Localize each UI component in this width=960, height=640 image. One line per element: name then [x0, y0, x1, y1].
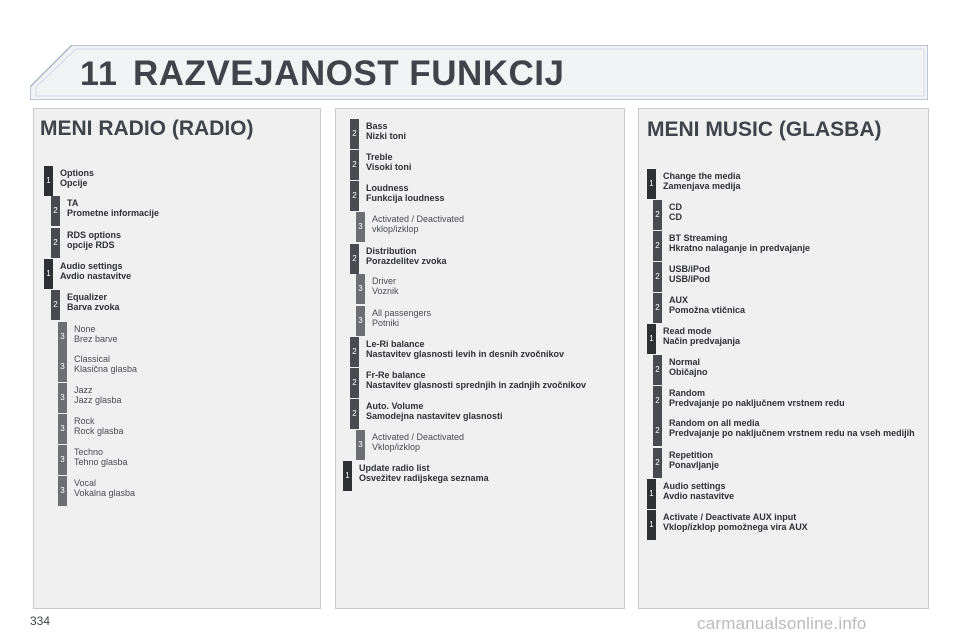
level-marker: 2: [653, 448, 662, 478]
menu-item-translation: Vokalna glasba: [74, 488, 136, 498]
menu-item-translation: Nizki toni: [366, 131, 406, 141]
menu-item-translation: Opcije: [60, 178, 88, 188]
menu-item-translation: Predvajanje po naključnem vrstnem redu: [669, 398, 845, 408]
menu-item-translation: USB/iPod: [669, 274, 711, 284]
menu-item-text: [74, 385, 122, 405]
menu-item-translation: Prometne informacije: [67, 208, 160, 218]
menu-item-translation: Način predvajanja: [663, 336, 741, 346]
menu-item-translation: Voznik: [372, 286, 399, 296]
menu-item-text: [60, 261, 131, 281]
menu-item-text: [663, 512, 808, 532]
level-marker: 2: [653, 355, 662, 385]
panel-radio: [33, 108, 321, 609]
menu-item-text: [663, 481, 734, 501]
level-marker: 2: [653, 231, 662, 261]
menu-item-label: Random: [669, 388, 705, 398]
menu-item-translation: Zamenjava medija: [663, 181, 741, 191]
menu-item-text: [67, 230, 121, 250]
menu-item-label: BT Streaming: [669, 233, 728, 243]
menu-item-translation: Pomožna vtičnica: [669, 305, 746, 315]
menu-item-text: [366, 246, 447, 266]
menu-item-label: Jazz: [74, 385, 93, 395]
menu-item-text: [359, 463, 489, 483]
menu-item-label: Le-Ri balance: [366, 339, 425, 349]
menu-item-translation: Jazz glasba: [74, 395, 122, 405]
menu-item-text: [372, 432, 464, 452]
menu-item-label: Read mode: [663, 326, 712, 336]
menu-item-translation: Porazdelitev zvoka: [366, 256, 447, 266]
level-marker: 3: [58, 383, 67, 413]
menu-item-label: RDS options: [67, 230, 121, 240]
level-marker: 1: [647, 479, 656, 509]
menu-item-text: [366, 152, 411, 172]
level-marker: 1: [44, 259, 53, 289]
menu-item-translation: Tehno glasba: [74, 457, 128, 467]
menu-item-text: [669, 418, 915, 438]
menu-item-label: Vocal: [74, 478, 97, 488]
menu-item-translation: Predvajanje po naključnem vrstnem redu na vseh medijih: [669, 428, 915, 438]
menu-item-text: [74, 478, 135, 498]
page-number: 334: [30, 614, 51, 628]
menu-item-text: [74, 354, 137, 374]
level-marker: 3: [58, 476, 67, 506]
menu-item-text: [669, 357, 708, 377]
menu-item-label: Activate / Deactivate AUX input: [663, 512, 797, 522]
menu-item-translation: Nastavitev glasnosti sprednjih in zadnjih zvočnikov: [366, 380, 587, 390]
level-marker: 1: [647, 324, 656, 354]
watermark: carmanualsonline.info: [697, 614, 867, 633]
menu-item-text: [366, 183, 445, 203]
menu-item-label: Change the media: [663, 171, 741, 181]
menu-item-translation: Vklop/izklop: [372, 442, 421, 452]
menu-item-label: Random on all media: [669, 418, 760, 428]
chapter-number: 11: [80, 55, 118, 93]
level-marker: 3: [356, 430, 365, 460]
menu-item-label: Treble: [366, 152, 393, 162]
menu-item-label: Audio settings: [663, 481, 726, 491]
menu-item-label: All passengers: [372, 308, 432, 318]
menu-item-label: AUX: [669, 295, 689, 305]
menu-item-translation: Avdio nastavitve: [663, 491, 735, 501]
menu-item-text: [366, 121, 406, 141]
menu-item-label: Audio settings: [60, 261, 123, 271]
menu-item-translation: Hkratno nalaganje in predvajanje: [669, 243, 811, 253]
menu-item-text: [67, 198, 159, 218]
menu-item-translation: Osvežitev radijskega seznama: [359, 473, 489, 483]
menu-item-label: None: [74, 324, 96, 334]
panel-title-radio: MENI RADIO (RADIO): [40, 117, 254, 140]
panel-middle: [335, 108, 625, 609]
level-marker: 2: [350, 181, 359, 211]
menu-item-translation: Rock glasba: [74, 426, 124, 436]
menu-item-label: Fr-Re balance: [366, 370, 426, 380]
menu-item-label: Activated / Deactivated: [372, 432, 465, 442]
level-marker: 2: [653, 416, 662, 446]
menu-item-text: [669, 202, 682, 222]
chapter-header: [30, 45, 928, 100]
level-marker: 1: [647, 510, 656, 540]
menu-item-label: Update radio list: [359, 463, 430, 473]
level-marker: 2: [350, 399, 359, 429]
menu-item-translation: Brez barve: [74, 334, 118, 344]
menu-item-translation: Avdio nastavitve: [60, 271, 132, 281]
level-marker: 2: [350, 150, 359, 180]
level-marker: 2: [653, 262, 662, 292]
menu-item-label: Loudness: [366, 183, 409, 193]
level-marker: 3: [58, 322, 67, 352]
menu-item-text: [372, 308, 431, 328]
level-marker: 2: [653, 386, 662, 416]
level-marker: 1: [44, 166, 53, 196]
menu-item-translation: Funkcija loudness: [366, 193, 445, 203]
menu-item-label: Techno: [74, 447, 104, 457]
menu-item-text: [366, 339, 564, 359]
menu-item-text: [366, 401, 503, 421]
level-marker: 3: [356, 306, 365, 336]
level-marker: 3: [356, 274, 365, 304]
menu-item-label: TA: [67, 198, 79, 208]
menu-item-translation: Nastavitev glasnosti levih in desnih zvočnikov: [366, 349, 565, 359]
menu-item-text: [67, 292, 120, 312]
menu-item-text: [74, 324, 118, 344]
menu-item-text: [669, 264, 710, 284]
menu-item-text: [372, 276, 399, 296]
menu-item-label: Rock: [74, 416, 95, 426]
menu-item-translation: Običajno: [669, 367, 708, 377]
menu-item-text: [74, 416, 124, 436]
menu-item-label: Repetition: [669, 450, 713, 460]
menu-item-text: [366, 370, 586, 390]
menu-item-text: [663, 171, 741, 191]
level-marker: 2: [653, 293, 662, 323]
menu-item-translation: Visoki toni: [366, 162, 412, 172]
chapter-title: RAZVEJANOST FUNKCIJ: [133, 54, 565, 93]
menu-item-label: Options: [60, 168, 94, 178]
level-marker: 2: [51, 290, 60, 320]
menu-item-text: [372, 214, 464, 234]
menu-item-text: [669, 450, 719, 470]
level-marker: 2: [51, 196, 60, 226]
menu-item-label: Normal: [669, 357, 701, 367]
menu-item-translation: Barva zvoka: [67, 302, 120, 312]
menu-item-label: Distribution: [366, 246, 417, 256]
menu-item-text: [663, 326, 740, 346]
menu-item-translation: Potniki: [372, 318, 400, 328]
menu-item-text: [74, 447, 128, 467]
level-marker: 2: [350, 337, 359, 367]
menu-item-text: [669, 388, 845, 408]
level-marker: 1: [647, 169, 656, 199]
panel-title-music: MENI MUSIC (GLASBA): [647, 118, 882, 141]
menu-item-label: Bass: [366, 121, 388, 131]
menu-item-translation: Vklop/izklop pomožnega vira AUX: [663, 522, 808, 532]
menu-item-text: [669, 295, 745, 315]
level-marker: 2: [350, 368, 359, 398]
menu-item-translation: vklop/izklop: [372, 224, 419, 234]
menu-item-translation: CD: [669, 212, 682, 222]
menu-item-text: [60, 168, 94, 188]
menu-item-label: Auto. Volume: [366, 401, 424, 411]
panel-music: [638, 108, 929, 609]
level-marker: 1: [343, 461, 352, 491]
menu-item-label: Equalizer: [67, 292, 108, 302]
menu-item-label: Activated / Deactivated: [372, 214, 465, 224]
level-marker: 2: [350, 119, 359, 149]
menu-item-text: [669, 233, 810, 253]
level-marker: 2: [350, 244, 359, 274]
menu-item-label: Driver: [372, 276, 396, 286]
menu-item-translation: opcije RDS: [67, 240, 115, 250]
menu-item-translation: Samodejna nastavitev glasnosti: [366, 411, 503, 421]
menu-item-label: USB/iPod: [669, 264, 711, 274]
menu-item-label: Classical: [74, 354, 111, 364]
level-marker: 3: [356, 212, 365, 242]
level-marker: 3: [58, 352, 67, 382]
level-marker: 3: [58, 445, 67, 475]
level-marker: 2: [653, 200, 662, 230]
level-marker: 3: [58, 414, 67, 444]
menu-item-label: CD: [669, 202, 682, 212]
menu-item-translation: Ponavljanje: [669, 460, 720, 470]
menu-item-translation: Klasična glasba: [74, 364, 138, 374]
level-marker: 2: [51, 228, 60, 258]
